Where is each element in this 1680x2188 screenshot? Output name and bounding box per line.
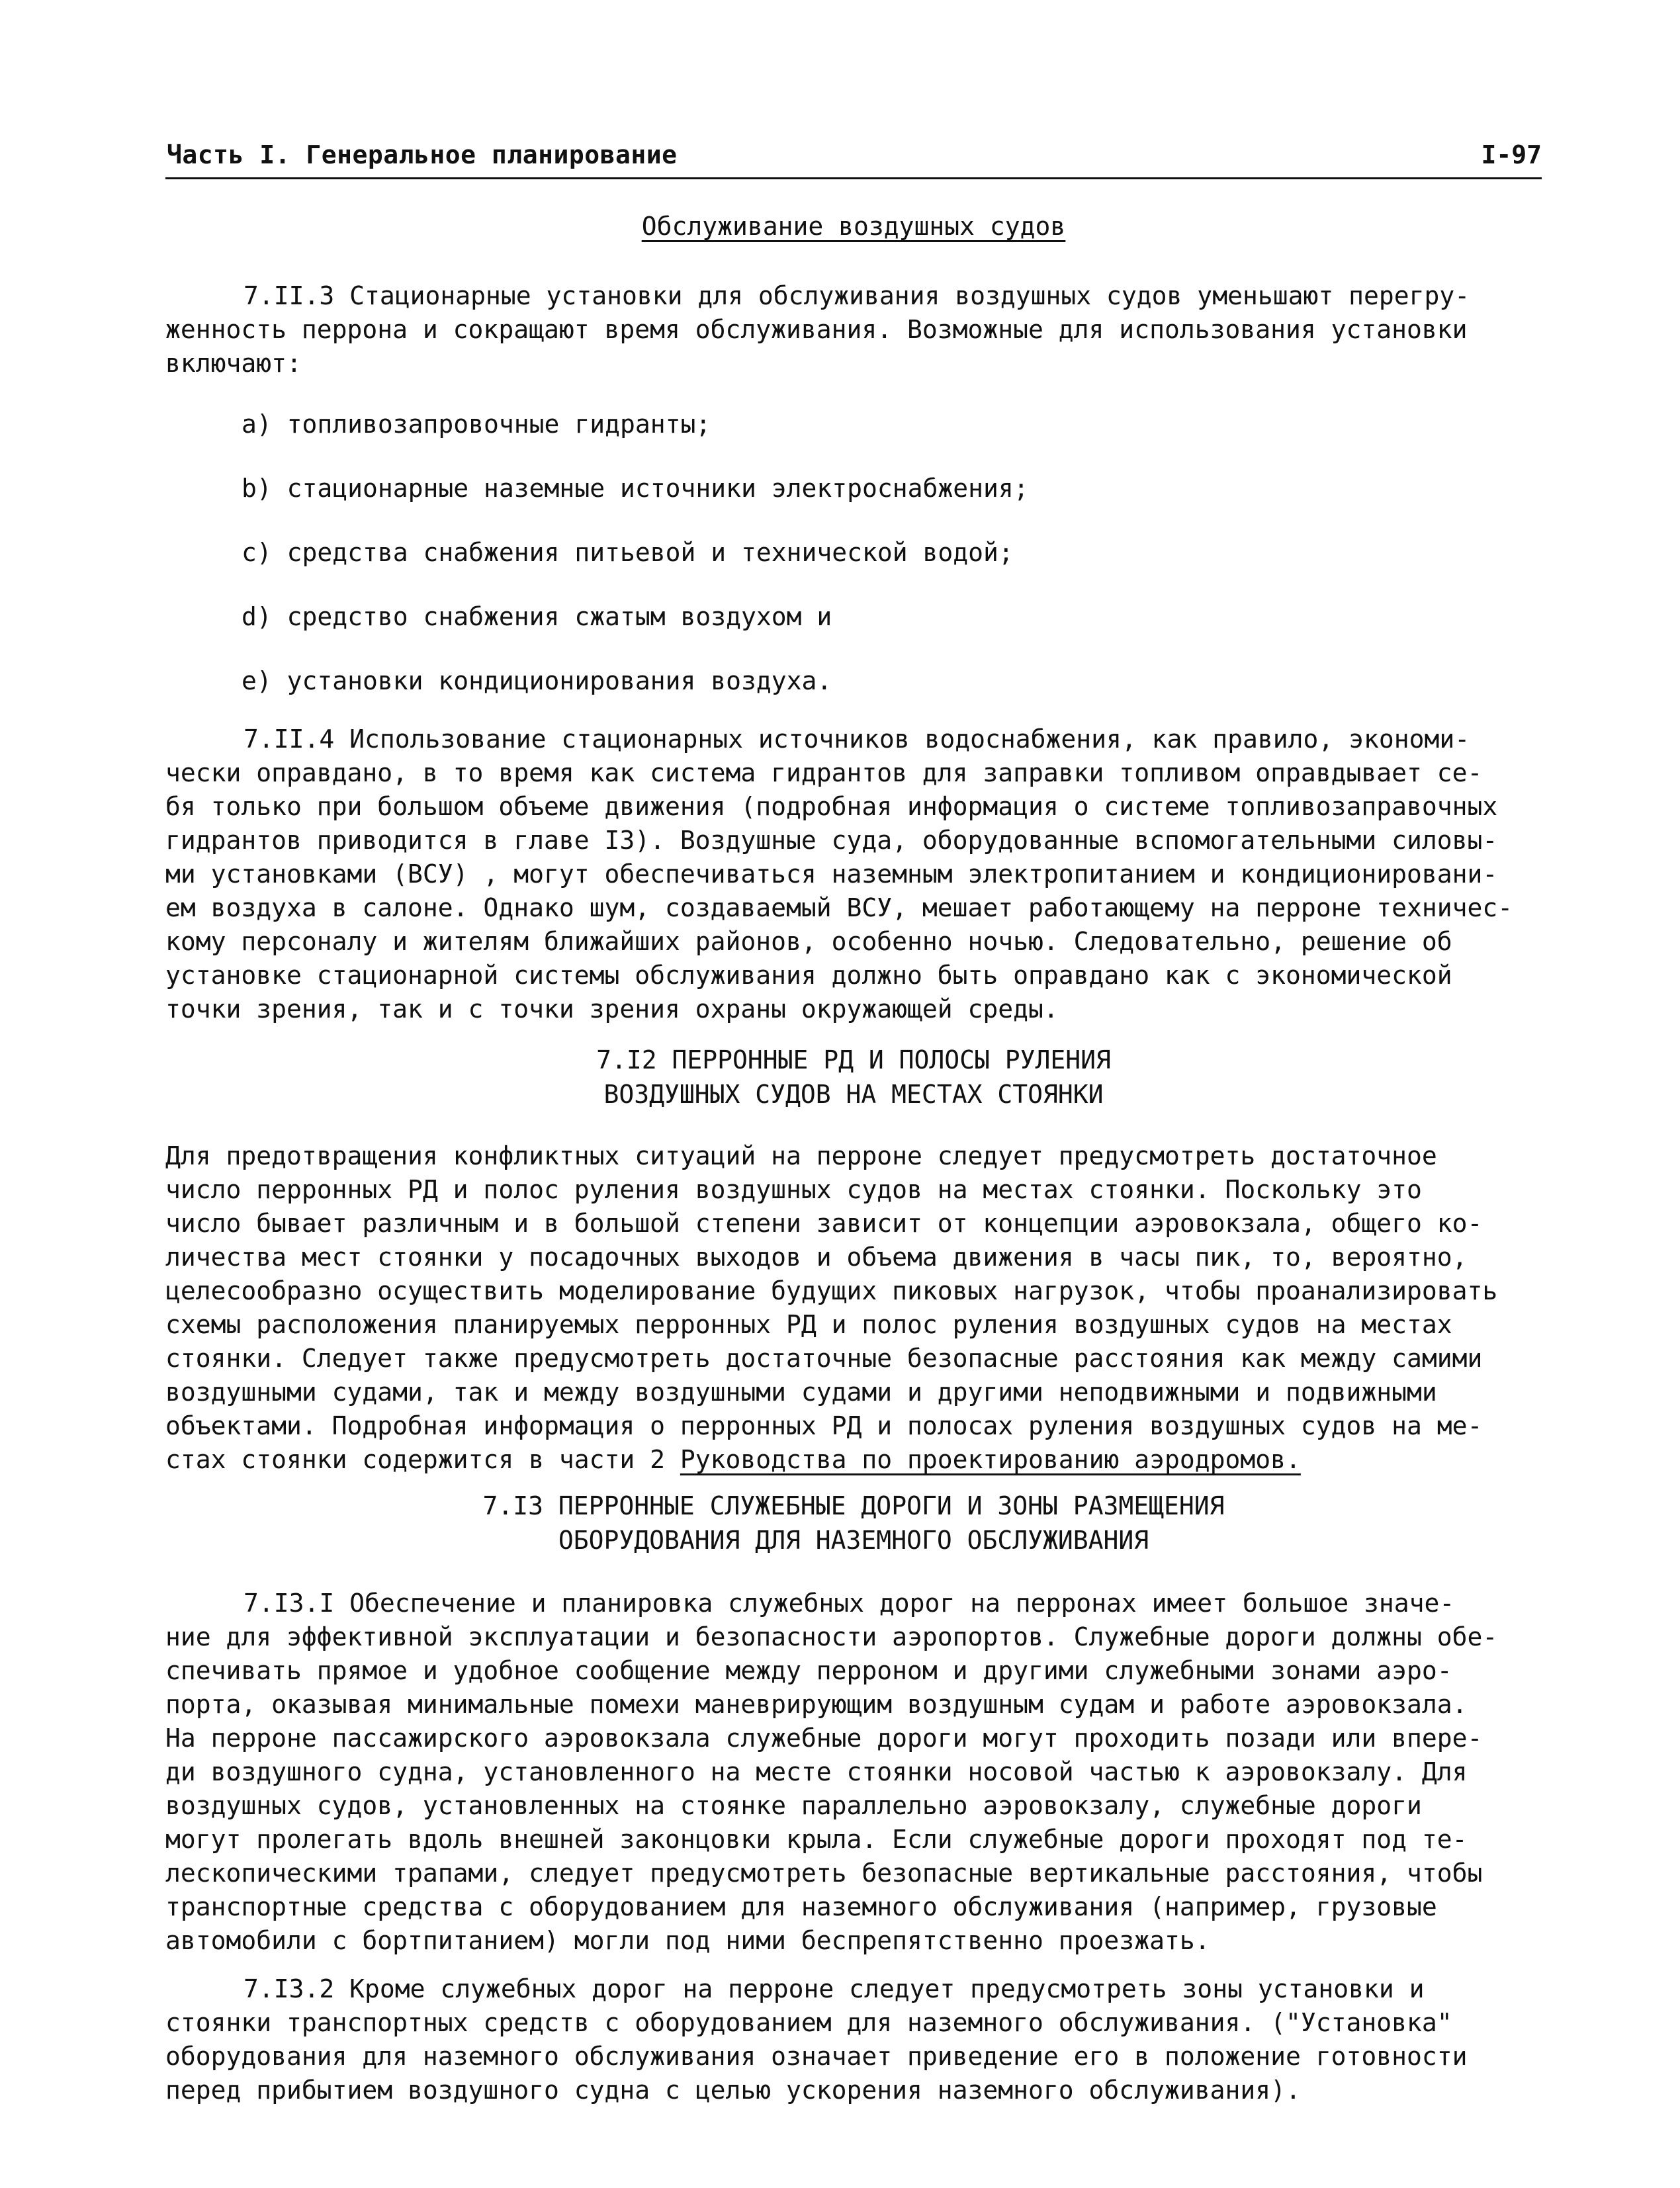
paragraph-line: включают: [165, 349, 302, 378]
paragraph-line: лескопическими трапами, следует предусмотреть безопасные вертикальные расстояния, чтобы [165, 1859, 1483, 1888]
heading-line: 7.I2 ПЕРРОННЫЕ РД И ПОЛОСЫ РУЛЕНИЯ [596, 1045, 1111, 1074]
paragraph-line: схемы расположения планируемых перронных РД и полос руления воздушных судов на местах [165, 1310, 1452, 1339]
paragraph-line: ем воздуха в салоне. Однако шум, создаваемый ВСУ, мешает работающему на перроне техничес- [165, 893, 1513, 922]
paragraph-line: транспортные средства с оборудованием для наземного обслуживания (например, грузовые [165, 1892, 1437, 1921]
paragraph-7-12 [165, 1139, 1497, 1477]
paragraph-line: установке стационарной системы обслуживания должно быть оправдано как с экономической [165, 961, 1452, 990]
paragraph-last-line [165, 1443, 1497, 1477]
paragraph-line: 7.I3.I Обеспечение и планировка служебных дорог на перронах имеет большое значе- [243, 1589, 1455, 1618]
paragraph-line: объектами. Подробная информация о перронных РД и полосах руления воздушных судов на ме- [165, 1411, 1483, 1440]
list-item-e: е) установки кондиционирования воздуха. [242, 666, 832, 695]
list-item-a: а) топливозапровочные гидранты; [242, 410, 711, 439]
heading-line: ВОЗДУШНЫХ СУДОВ НА МЕСТАХ СТОЯНКИ [603, 1080, 1104, 1109]
paragraph-line: порта, оказывая минимальные помехи маневрирующим воздушным судам и работе аэровокзала. [165, 1690, 1468, 1719]
paragraph-line: перед прибытием воздушного судна с целью ускорения наземного обслуживания). [165, 2076, 1301, 2105]
paragraph-line: спечивать прямое и удобное сообщение между перроном и другими служебными зонами аэро- [165, 1656, 1452, 1685]
paragraph-line: На перроне пассажирского аэровокзала служебные дороги могут проходить позади или впере- [165, 1724, 1483, 1753]
paragraph-line: число перронных РД и полос руления воздушных судов на местах стоянки. Поскольку это [165, 1175, 1422, 1204]
heading-line: ОБОРУДОВАНИЯ ДЛЯ НАЗЕМНОГО ОБСЛУЖИВАНИЯ [558, 1526, 1149, 1555]
paragraph-line: ди воздушного судна, установленного на месте стоянки носовой частью к аэровокзалу. Для [165, 1757, 1468, 1786]
heading-line: 7.I3 ПЕРРОННЫЕ СЛУЖЕБНЫЕ ДОРОГИ И ЗОНЫ РАЗМЕЩЕНИЯ [482, 1491, 1225, 1520]
paragraph-line: автомобили с бортпитанием) могли под ними беспрепятственно проезжать. [165, 1926, 1210, 1955]
manual-reference: Руководства по проектированию аэродромов. [680, 1445, 1301, 1474]
last-line-prefix: стах стоянки содержится в части 2 [165, 1445, 680, 1474]
paragraph-line: ми установками (ВСУ) , могут обеспечиваться наземным электропитанием и кондиционировани- [165, 859, 1498, 889]
section-7-12-heading [165, 1043, 1542, 1112]
paragraph-line: число бывает различным и в большой степени зависит от концепции аэровокзала, общего ко- [165, 1209, 1483, 1238]
list-item-c: с) средства снабжения питьевой и технической водой; [242, 538, 1014, 567]
header-part-title: Часть I. Генеральное планирование [167, 140, 678, 169]
paragraph-line: 7.II.4 Использование стационарных источников водоснабжения, как правило, экономи- [243, 724, 1470, 754]
paragraph-line: могут пролегать вдоль внешней законцовки крыла. Если служебные дороги проходят под те- [165, 1825, 1468, 1854]
paragraph-line: точки зрения, так и с точки зрения охраны окружающей среды. [165, 994, 1059, 1024]
paragraph-line: бя только при большом объеме движения (подробная информация о системе топливозаправочных [165, 792, 1498, 821]
paragraph-line: женность перрона и сокращают время обслуживания. Возможные для использования установки [165, 315, 1468, 344]
paragraph-7-11-4 [165, 722, 1513, 1026]
paragraph-line: Для предотвращения конфликтных ситуаций на перроне следует предусмотреть достаточное [165, 1141, 1437, 1170]
paragraph-line: 7.II.3 Стационарные установки для обслуживания воздушных судов уменьшают перегру- [243, 281, 1470, 310]
paragraph-line: воздушными судами, так и между воздушными судами и другими неподвижными и подвижными [165, 1378, 1437, 1407]
paragraph-7-13-1 [165, 1587, 1497, 1958]
section-7-13-heading [165, 1489, 1542, 1557]
page-number: I-97 [1481, 140, 1542, 169]
paragraph-line: кому персоналу и жителям ближайших районов, особенно ночью. Следовательно, решение об [165, 927, 1452, 956]
list-item-b: b) стационарные наземные источники электроснабжения; [242, 474, 1029, 503]
list-item-d: d) средство снабжения сжатым воздухом и [242, 602, 832, 631]
paragraph-line: 7.I3.2 Кроме служебных дорог на перроне следует предусмотреть зоны установки и [243, 1974, 1425, 2003]
paragraph-line: стоянки транспортных средств с оборудованием для наземного обслуживания. ("Установка" [165, 2008, 1452, 2037]
paragraph-line: воздушных судов, установленных на стоянке параллельно аэровокзалу, служебные дороги [165, 1791, 1422, 1820]
paragraph-line: личества мест стоянки у посадочных выходов и объема движения в часы пик, то, вероятно, [165, 1243, 1468, 1272]
paragraph-line: целесообразно осуществить моделирование будущих пиковых нагрузок, чтобы проанализировать [165, 1276, 1498, 1305]
paragraph-line: оборудования для наземного обслуживания означает приведение его в положение готовности [165, 2042, 1468, 2071]
paragraph-line: чески оправдано, в то время как система гидрантов для заправки топливом оправдывает се- [165, 758, 1483, 787]
paragraph-line: ние для эффективной эксплуатации и безопасности аэропортов. Служебные дороги должны обе- [165, 1622, 1498, 1651]
page-header [165, 140, 1542, 179]
paragraph-7-11-3 [165, 279, 1470, 380]
paragraph-7-13-2 [165, 1972, 1468, 2107]
paragraph-line: гидрантов приводится в главе I3). Воздушные суда, оборудованные вспомогательными силовы- [165, 826, 1498, 855]
subtitle-text: Обслуживание воздушных судов [641, 212, 1066, 241]
paragraph-line: стоянки. Следует также предусмотреть достаточные безопасные расстояния как между самими [165, 1344, 1483, 1373]
section-subtitle [165, 209, 1542, 243]
